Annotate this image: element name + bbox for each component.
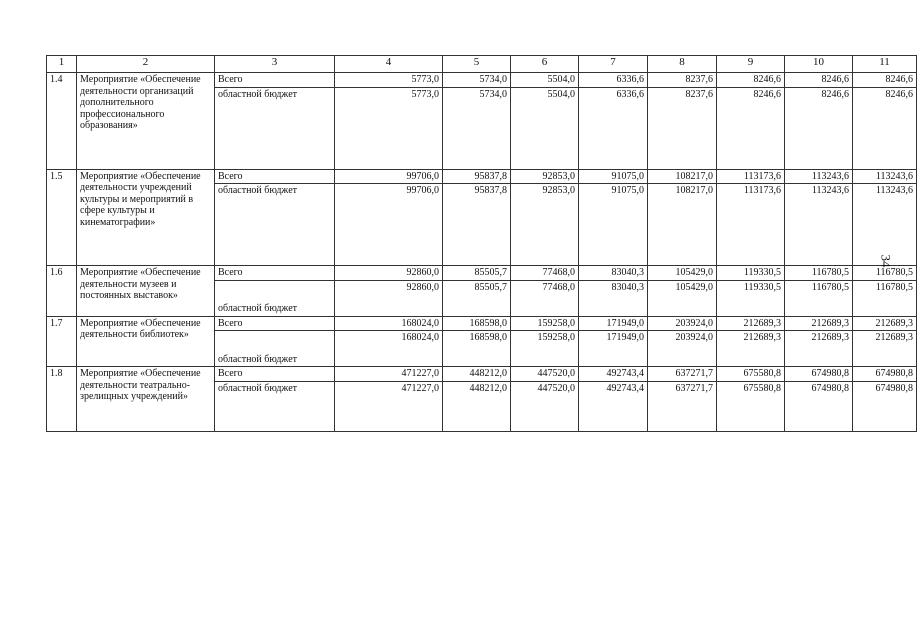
activity-name: Мероприятие «Обеспечение деятельности театрально-зрелищных учреждений» bbox=[77, 367, 215, 432]
value-cell: 492743,4 bbox=[579, 367, 648, 382]
header-cell: 4 bbox=[335, 56, 443, 73]
value-cell: 108217,0 bbox=[648, 184, 717, 266]
value-cell: 637271,7 bbox=[648, 367, 717, 382]
value-cell: 119330,5 bbox=[717, 280, 785, 316]
value-cell: 203924,0 bbox=[648, 331, 717, 367]
value-cell: 159258,0 bbox=[511, 331, 579, 367]
value-cell: 116780,5 bbox=[785, 280, 853, 316]
value-cell: 105429,0 bbox=[648, 266, 717, 281]
value-cell: 674980,8 bbox=[785, 381, 853, 431]
header-cell: 11 bbox=[853, 56, 917, 73]
value-cell: 6336,6 bbox=[579, 87, 648, 169]
value-cell: 5773,0 bbox=[335, 87, 443, 169]
value-cell: 116780,5 bbox=[785, 266, 853, 281]
value-cell: 92853,0 bbox=[511, 184, 579, 266]
value-cell: 5504,0 bbox=[511, 87, 579, 169]
value-cell: 95837,8 bbox=[443, 184, 511, 266]
header-cell: 1 bbox=[47, 56, 77, 73]
value-cell: 77468,0 bbox=[511, 266, 579, 281]
funding-source: областной бюджет bbox=[215, 280, 335, 316]
value-cell: 91075,0 bbox=[579, 169, 648, 184]
value-cell: 8246,6 bbox=[785, 87, 853, 169]
value-cell: 113243,6 bbox=[853, 169, 917, 184]
header-cell: 3 bbox=[215, 56, 335, 73]
value-cell: 113173,6 bbox=[717, 184, 785, 266]
value-cell: 6336,6 bbox=[579, 73, 648, 88]
header-cell: 6 bbox=[511, 56, 579, 73]
table-row bbox=[47, 73, 917, 88]
funding-source: областной бюджет bbox=[215, 381, 335, 431]
value-cell: 447520,0 bbox=[511, 381, 579, 431]
value-cell: 674980,8 bbox=[853, 381, 917, 431]
value-cell: 92853,0 bbox=[511, 169, 579, 184]
value-cell: 448212,0 bbox=[443, 367, 511, 382]
value-cell: 91075,0 bbox=[579, 184, 648, 266]
value-cell: 212689,3 bbox=[853, 331, 917, 367]
value-cell: 83040,3 bbox=[579, 280, 648, 316]
value-cell: 77468,0 bbox=[511, 280, 579, 316]
funding-source: областной бюджет bbox=[215, 184, 335, 266]
header-row bbox=[47, 56, 917, 73]
value-cell: 5773,0 bbox=[335, 73, 443, 88]
row-index: 1.8 bbox=[47, 367, 77, 432]
header-cell: 2 bbox=[77, 56, 215, 73]
value-cell: 212689,3 bbox=[785, 331, 853, 367]
value-cell: 5734,0 bbox=[443, 73, 511, 88]
value-cell: 105429,0 bbox=[648, 280, 717, 316]
funding-source: Всего bbox=[215, 169, 335, 184]
table-body bbox=[47, 56, 917, 432]
table-row bbox=[47, 316, 917, 331]
value-cell: 113173,6 bbox=[717, 169, 785, 184]
funding-source: областной бюджет bbox=[215, 331, 335, 367]
value-cell: 203924,0 bbox=[648, 316, 717, 331]
value-cell: 116780,5 bbox=[853, 280, 917, 316]
value-cell: 492743,4 bbox=[579, 381, 648, 431]
value-cell: 674980,8 bbox=[853, 367, 917, 382]
activity-name: Мероприятие «Обеспечение деятельности организаций дополнительного профессионального образования» bbox=[77, 73, 215, 170]
value-cell: 212689,3 bbox=[717, 316, 785, 331]
value-cell: 674980,8 bbox=[785, 367, 853, 382]
value-cell: 8246,6 bbox=[785, 73, 853, 88]
value-cell: 637271,7 bbox=[648, 381, 717, 431]
row-index: 1.7 bbox=[47, 316, 77, 367]
row-index: 1.4 bbox=[47, 73, 77, 170]
table-row bbox=[47, 266, 917, 281]
activity-name: Мероприятие «Обеспечение деятельности учреждений культуры и мероприятий в сфере культуры и кинематографии» bbox=[77, 169, 215, 266]
activity-name: Мероприятие «Обеспечение деятельности библиотек» bbox=[77, 316, 215, 367]
value-cell: 471227,0 bbox=[335, 381, 443, 431]
funding-source: областной бюджет bbox=[215, 87, 335, 169]
table-row bbox=[47, 367, 917, 382]
value-cell: 168024,0 bbox=[335, 331, 443, 367]
header-cell: 10 bbox=[785, 56, 853, 73]
value-cell: 8246,6 bbox=[717, 73, 785, 88]
value-cell: 8246,6 bbox=[853, 87, 917, 169]
value-cell: 168024,0 bbox=[335, 316, 443, 331]
budget-table bbox=[46, 55, 917, 432]
header-cell: 9 bbox=[717, 56, 785, 73]
value-cell: 92860,0 bbox=[335, 266, 443, 281]
value-cell: 8246,6 bbox=[717, 87, 785, 169]
value-cell: 212689,3 bbox=[717, 331, 785, 367]
funding-source: Всего bbox=[215, 316, 335, 331]
row-index: 1.5 bbox=[47, 169, 77, 266]
value-cell: 8246,6 bbox=[853, 73, 917, 88]
value-cell: 168598,0 bbox=[443, 331, 511, 367]
value-cell: 5504,0 bbox=[511, 73, 579, 88]
value-cell: 83040,3 bbox=[579, 266, 648, 281]
value-cell: 675580,8 bbox=[717, 381, 785, 431]
value-cell: 113243,6 bbox=[853, 184, 917, 266]
header-cell: 5 bbox=[443, 56, 511, 73]
value-cell: 675580,8 bbox=[717, 367, 785, 382]
value-cell: 471227,0 bbox=[335, 367, 443, 382]
activity-name: Мероприятие «Обеспечение деятельности музеев и постоянных выставок» bbox=[77, 266, 215, 317]
value-cell: 95837,8 bbox=[443, 169, 511, 184]
value-cell: 108217,0 bbox=[648, 169, 717, 184]
row-index: 1.6 bbox=[47, 266, 77, 317]
value-cell: 447520,0 bbox=[511, 367, 579, 382]
value-cell: 99706,0 bbox=[335, 169, 443, 184]
value-cell: 168598,0 bbox=[443, 316, 511, 331]
value-cell: 92860,0 bbox=[335, 280, 443, 316]
header-cell: 7 bbox=[579, 56, 648, 73]
value-cell: 113243,6 bbox=[785, 169, 853, 184]
funding-source: Всего bbox=[215, 73, 335, 88]
value-cell: 85505,7 bbox=[443, 280, 511, 316]
page-number: 34 bbox=[878, 254, 894, 268]
value-cell: 212689,3 bbox=[853, 316, 917, 331]
value-cell: 113243,6 bbox=[785, 184, 853, 266]
value-cell: 212689,3 bbox=[785, 316, 853, 331]
value-cell: 99706,0 bbox=[335, 184, 443, 266]
value-cell: 171949,0 bbox=[579, 316, 648, 331]
value-cell: 8237,6 bbox=[648, 73, 717, 88]
value-cell: 116780,5 bbox=[853, 266, 917, 281]
value-cell: 5734,0 bbox=[443, 87, 511, 169]
value-cell: 159258,0 bbox=[511, 316, 579, 331]
value-cell: 8237,6 bbox=[648, 87, 717, 169]
funding-source: Всего bbox=[215, 367, 335, 382]
header-cell: 8 bbox=[648, 56, 717, 73]
value-cell: 119330,5 bbox=[717, 266, 785, 281]
table-row bbox=[47, 169, 917, 184]
funding-source: Всего bbox=[215, 266, 335, 281]
value-cell: 85505,7 bbox=[443, 266, 511, 281]
value-cell: 171949,0 bbox=[579, 331, 648, 367]
value-cell: 448212,0 bbox=[443, 381, 511, 431]
